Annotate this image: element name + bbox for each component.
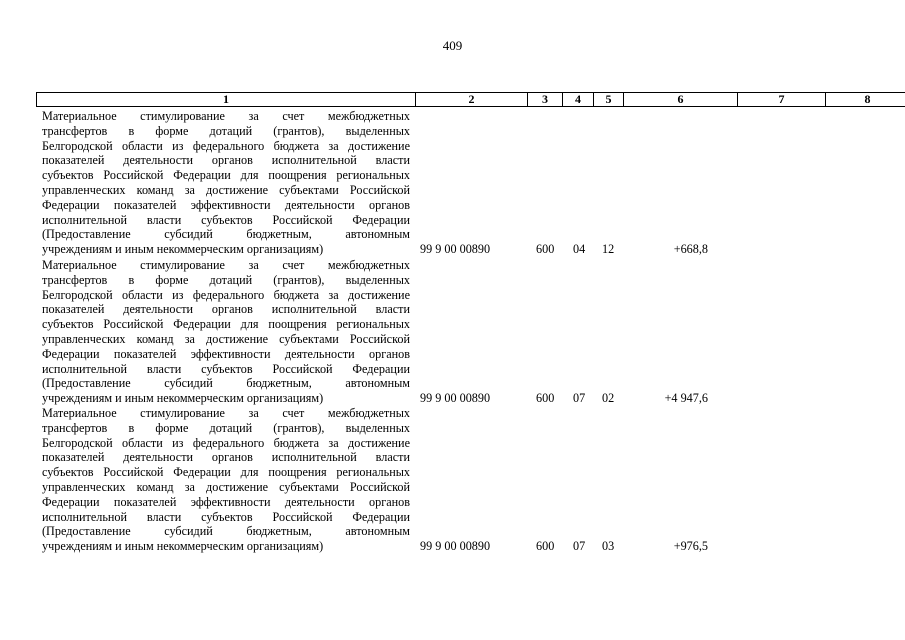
expense-type-code: 600 (536, 242, 555, 256)
column-header-3: 3 (528, 93, 563, 107)
target-article-code: 99 9 00 00890 (420, 391, 491, 405)
section-code: 07 (573, 391, 586, 405)
column-header-6: 6 (624, 93, 738, 107)
target-article-code: 99 9 00 00890 (420, 242, 491, 256)
description-line: учреждениям и иным некоммерческим организациям) (42, 391, 324, 406)
description-line: показателей деятельности органов исполнительной власти (42, 153, 410, 168)
column-header-row (37, 93, 905, 107)
description-line: учреждениям и иным некоммерческим организациям) (42, 539, 324, 554)
description-line: исполнительной власти субъектов Российской Федерации (42, 509, 410, 524)
expense-type-code: 600 (536, 391, 555, 405)
description-line: Белгородской области из федерального бюджета за достижение (42, 138, 410, 153)
column-header-2: 2 (416, 93, 528, 107)
expense-type-code: 600 (536, 539, 555, 553)
description-line: Федерации показателей эффективности деятельности органов (42, 494, 410, 509)
description-line: субъектов Российской Федерации для поощрения региональных (42, 317, 410, 332)
amount-change: +4 947,6 (664, 391, 708, 405)
subsection-code: 12 (602, 242, 615, 256)
column-header-table (36, 92, 905, 107)
description-line: Федерации показателей эффективности деятельности органов (42, 197, 410, 212)
target-article-code: 99 9 00 00890 (420, 539, 491, 553)
column-header-4: 4 (563, 93, 594, 107)
description-line: Материальное стимулирование за счет межбюджетных (42, 258, 410, 272)
description-line: учреждениям и иным некоммерческим организациям) (42, 242, 324, 257)
description-line: показателей деятельности органов исполнительной власти (42, 302, 410, 317)
description-line: Белгородской области из федерального бюджета за достижение (42, 435, 410, 450)
description-line: Материальное стимулирование за счет межбюджетных (42, 109, 410, 123)
description-line: управленческих команд за достижение субъектами Российской (42, 479, 410, 494)
description-line: субъектов Российской Федерации для поощрения региональных (42, 465, 410, 480)
description-line: исполнительной власти субъектов Российской Федерации (42, 361, 410, 376)
description-line: исполнительной власти субъектов Российской Федерации (42, 212, 410, 227)
section-code: 07 (573, 539, 586, 553)
description-line: (Предоставление субсидий бюджетным, автономным (42, 227, 410, 242)
description-line: (Предоставление субсидий бюджетным, автономным (42, 376, 410, 391)
description-line: трансфертов в форме дотаций (грантов), выделенных (42, 420, 410, 435)
column-header-1: 1 (37, 93, 416, 107)
description-line: Белгородской области из федерального бюджета за достижение (42, 287, 410, 302)
description-line: субъектов Российской Федерации для поощрения региональных (42, 168, 410, 183)
description-line: Федерации показателей эффективности деятельности органов (42, 346, 410, 361)
description-line: показателей деятельности органов исполнительной власти (42, 450, 410, 465)
amount-change: +976,5 (673, 539, 708, 553)
description-line: (Предоставление субсидий бюджетным, автономным (42, 524, 410, 539)
description-line: трансфертов в форме дотаций (грантов), выделенных (42, 272, 410, 287)
row-description (42, 109, 410, 257)
description-line: управленческих команд за достижение субъектами Российской (42, 331, 410, 346)
subsection-code: 02 (602, 391, 615, 405)
amount-change: +668,8 (673, 242, 708, 256)
column-header-5: 5 (594, 93, 624, 107)
description-line: управленческих команд за достижение субъектами Российской (42, 182, 410, 197)
row-description (42, 406, 410, 554)
description-line: трансфертов в форме дотаций (грантов), выделенных (42, 123, 410, 138)
row-description (42, 258, 410, 406)
description-line: Материальное стимулирование за счет межбюджетных (42, 406, 410, 420)
column-header-8: 8 (826, 93, 905, 107)
column-header-7: 7 (738, 93, 826, 107)
page-number: 409 (442, 38, 463, 53)
section-code: 04 (573, 242, 586, 256)
subsection-code: 03 (602, 539, 615, 553)
